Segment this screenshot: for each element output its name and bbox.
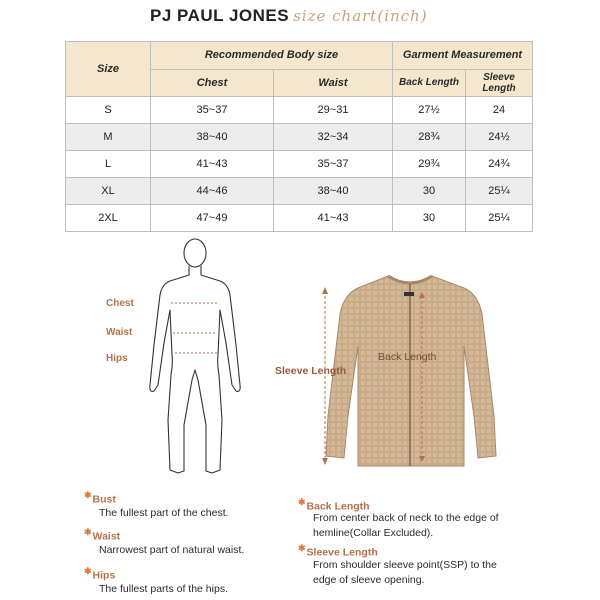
waist-label: Waist [106,327,133,338]
size-header: Size [66,42,151,97]
col-header-chest: Chest [151,69,274,97]
garment-group-header: Garment Measurement [393,42,533,70]
chest-cell: 44~46 [151,178,274,205]
sleeve-length-cell: 25¼ [466,205,533,232]
col-header-sleeve-length: Sleeve Length [466,69,533,97]
back-length-cell: 28¾ [393,124,466,151]
waist-legend-text: Narrowest part of natural waist. [99,544,245,556]
table-row [66,124,533,151]
chest-cell: 41~43 [151,151,274,178]
hips-title-text: Hips [92,569,116,582]
waist-cell: 38~40 [274,178,393,205]
chest-label: Chest [106,298,134,309]
bust-legend-text: The fullest part of the chest. [99,507,229,519]
sleeve-length-legend-text-2: edge of sleeve opening. [313,574,425,586]
back-length-legend-text-2: hemline(Collar Excluded). [313,527,434,539]
size-table [65,41,533,232]
back-length-cell: 27½ [393,97,466,124]
waist-title-text: Waist [92,530,121,543]
back-length-cell: 30 [393,178,466,205]
sleeve-length-legend-title [298,543,378,559]
brand-name: PJ PAUL JONES [150,6,290,25]
col-header-waist: Waist [274,69,393,97]
waist-cell: 35~37 [274,151,393,178]
table-row [66,205,533,232]
star-icon: ✱ [298,543,306,553]
sleeve-length-cell: 24 [466,97,533,124]
hips-legend-text: The fullest parts of the hips. [99,583,228,595]
waist-cell: 29~31 [274,97,393,124]
size-cell: M [66,124,151,151]
chest-cell: 35~37 [151,97,274,124]
brand-script: size chart(inch) [293,7,428,25]
waist-cell: 32~34 [274,124,393,151]
sleeve-length-cell: 24½ [466,124,533,151]
bust-title-text: Bust [92,493,116,506]
size-cell: L [66,151,151,178]
bust-legend-title [84,490,116,506]
sleeve-length-legend-text-1: From shoulder sleeve point(SSP) to the [313,559,497,571]
table-row [66,151,533,178]
table-row [66,178,533,205]
body-group-header: Recommended Body size [151,42,393,70]
star-icon: ✱ [298,497,306,507]
size-cell: XL [66,178,151,205]
star-icon: ✱ [84,566,92,576]
back-length-legend-text-1: From center back of neck to the edge of [313,512,499,524]
brand-title [150,6,428,26]
chest-cell: 38~40 [151,124,274,151]
back-length-label: Back Length [378,351,437,363]
star-icon: ✱ [84,490,92,500]
size-cell: S [66,97,151,124]
body-figure [140,235,250,480]
waist-legend-title [84,527,120,543]
hips-legend-title [84,566,115,582]
back-length-cell: 29¾ [393,151,466,178]
sleeve-length-cell: 25¼ [466,178,533,205]
sleeve-length-cell: 24¾ [466,151,533,178]
back-length-cell: 30 [393,205,466,232]
table-row [66,97,533,124]
sleeve-length-label: Sleeve Length [275,365,347,377]
col-header-back-length: Back Length [393,69,466,97]
sleeve-length-title-text: Sleeve Length [306,546,378,559]
waist-cell: 41~43 [274,205,393,232]
back-length-title-text: Back Length [306,500,370,513]
star-icon: ✱ [84,527,92,537]
chest-cell: 47~49 [151,205,274,232]
size-cell: 2XL [66,205,151,232]
hips-label: Hips [106,353,128,364]
